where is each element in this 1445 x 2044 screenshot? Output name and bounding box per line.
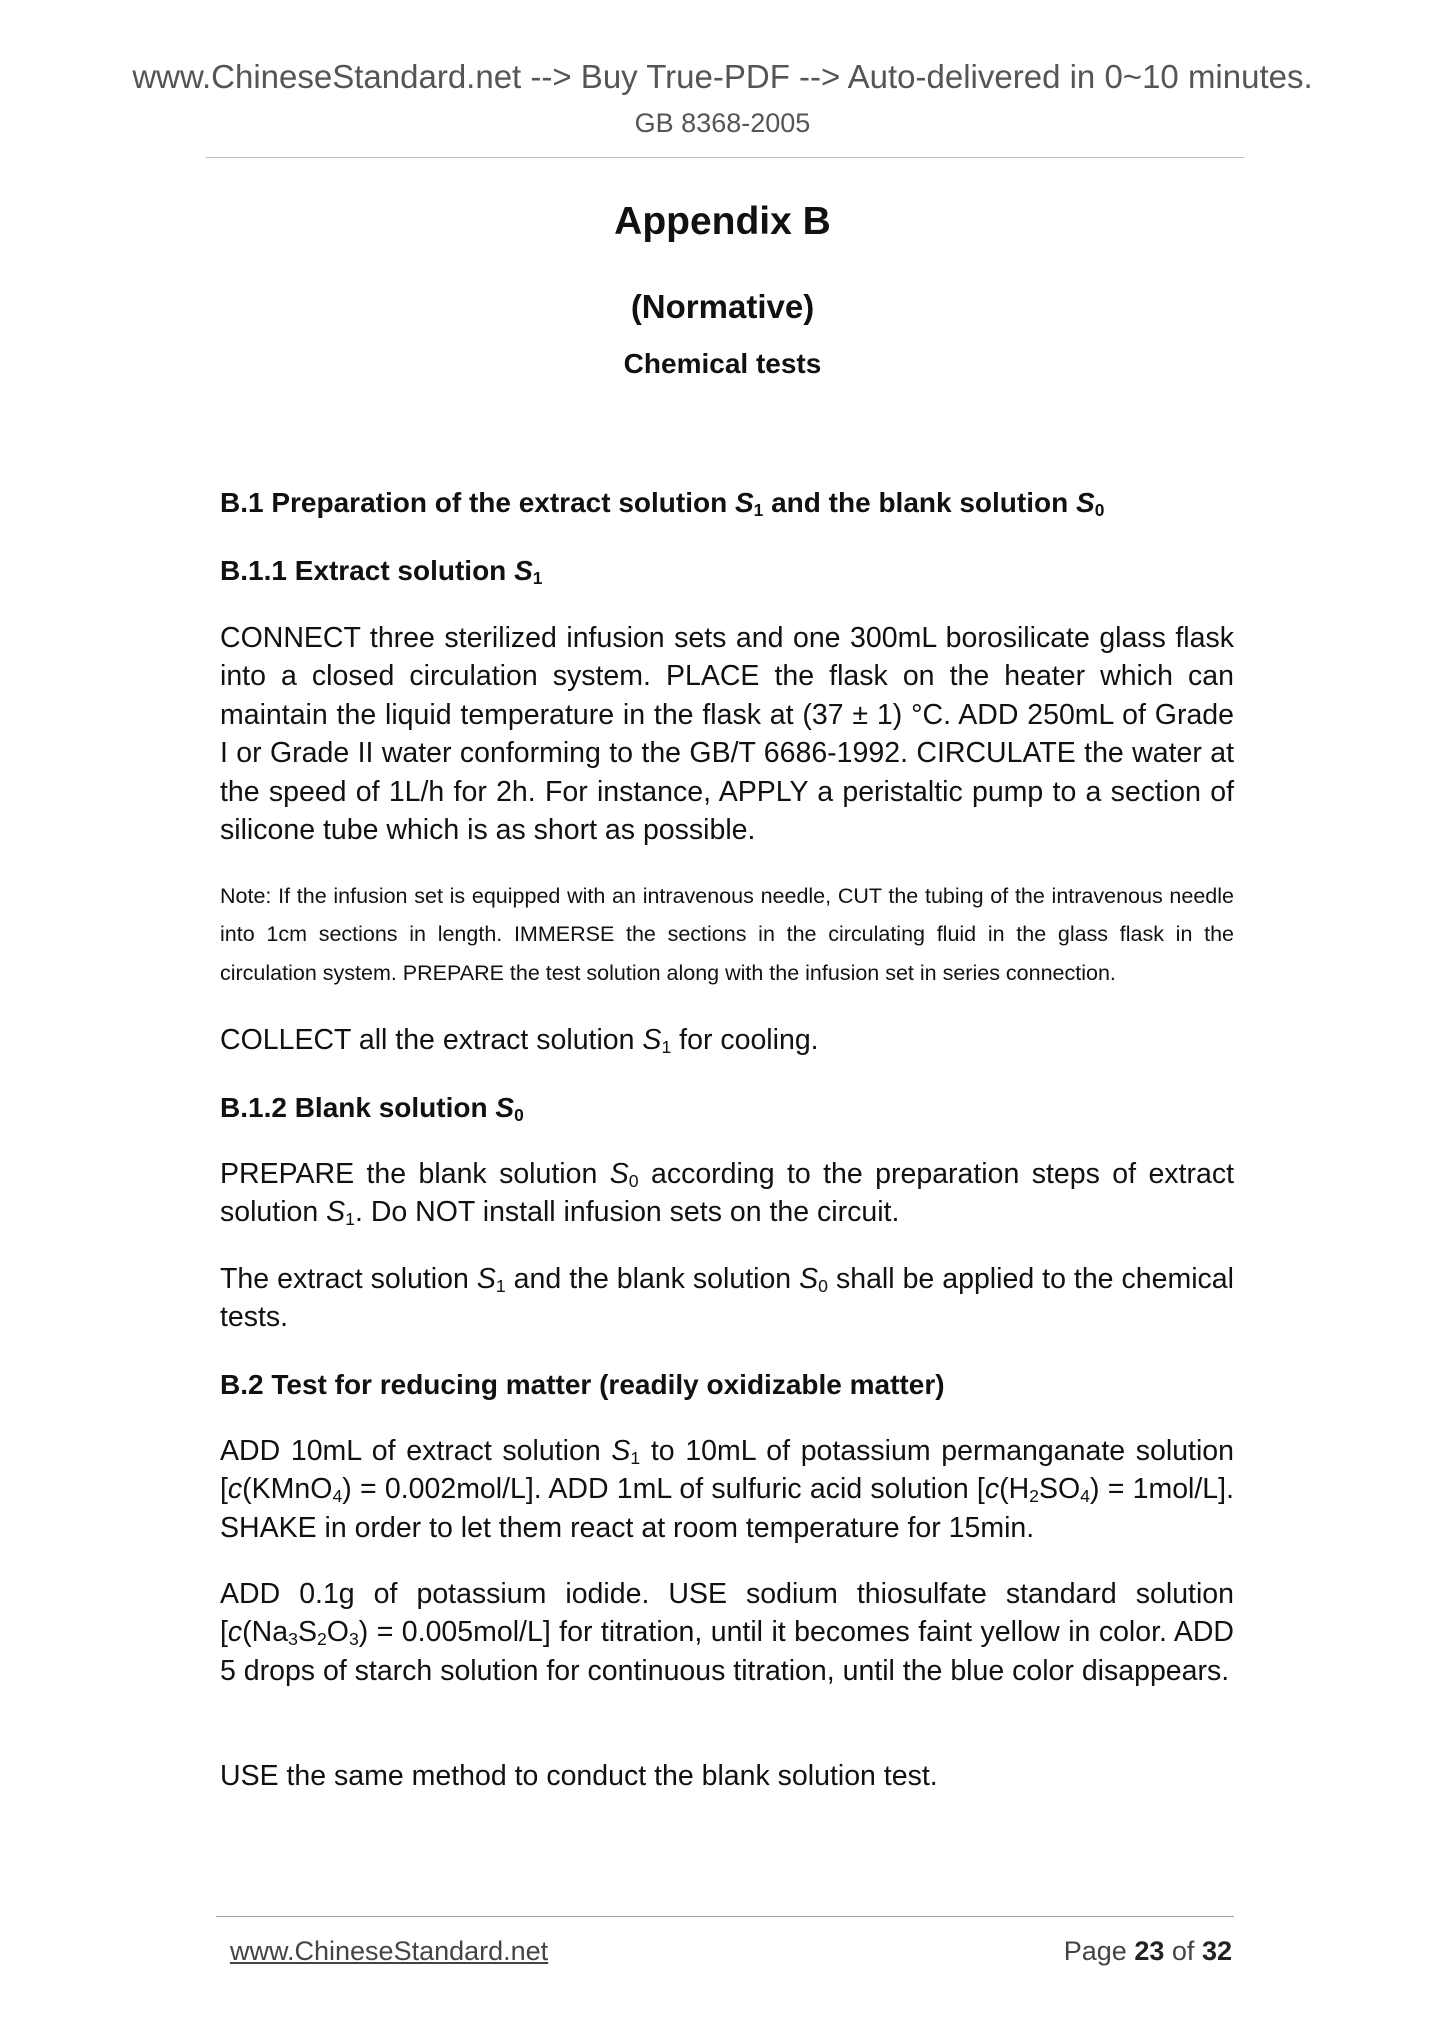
heading-b12: B.1.2 Blank solution $S_0$ <box>220 1092 524 1125</box>
page-number: Page 23 of 32 <box>1063 1936 1232 1966</box>
b2-paragraph-3: USE the same method to conduct the blank solution test. <box>220 1760 938 1792</box>
b12-prep-paragraph: PREPARE the blank solution $S_0$ according to the preparation steps of extract solution $S_1$. Do NOT install infusion sets on the circuit. <box>220 1158 1234 1230</box>
collect-block <box>220 1021 1234 1059</box>
b12-prep-block <box>220 1155 1234 1232</box>
collect-paragraph: COLLECT all the extract solution $S_1$ for cooling. <box>220 1024 819 1057</box>
b2-paragraph-1: ADD 10mL of extract solution $S_1$ to 10mL of potassium permanganate solution [c(KMnO$_4$) = 0.002mol/L]. ADD 1mL of sulfuric acid solution $[c(H_2SO_4) = 1mol/L]$. SHAKE in order to let them react at room temperature for 15min. <box>220 1435 1234 1544</box>
b2-para2-block <box>220 1575 1234 1690</box>
b2-para1-block <box>220 1432 1234 1547</box>
section-b2 <box>220 1366 1234 1404</box>
heading-b1: B.1 Preparation of the extract solution $S_1$ and the blank solution $S_0$ <box>220 487 1105 520</box>
b11-paragraph: CONNECT three sterilized infusion sets and one 300mL borosilicate glass flask into a closed circulation system. PLACE the flask on the heater which can maintain the liquid temperature in the flask at (37 ± 1) °C. ADD 250mL of Grade I or Grade II water conforming to the GB/T 6686-1992. CIRCULATE the water at the speed of 1L/h for 2h. For instance, APPLY a peristaltic pump to a section of silicone tube which is as short as possible. <box>220 622 1234 847</box>
b12-apply-paragraph: The extract solution $S_1$ and the blank solution $S_0$ shall be applied to the chemical tests. <box>220 1263 1234 1334</box>
section-b11 <box>220 552 1234 590</box>
heading-b11: B.1.1 Extract solution $S_1$ <box>220 555 543 588</box>
note-text: Note: If the infusion set is equipped with an intravenous needle, CUT the tubing of the intravenous needle into 1cm sections in length. IMMERSE the sections in the circulating fluid in the glass flask in the circulation system. PREPARE the test solution along with the infusion set in series connection. <box>220 884 1234 985</box>
appendix-title: Appendix B <box>614 200 831 243</box>
note-block <box>220 877 1234 992</box>
b2-para3-block <box>220 1757 1234 1795</box>
b11-paragraph-block <box>220 619 1234 849</box>
header-banner: www.ChineseStandard.net --> Buy True-PDF --> Auto-delivered in 0~10 minutes. <box>132 58 1313 95</box>
standard-code: GB 8368-2005 <box>634 108 811 138</box>
appendix-subject: Chemical tests <box>623 348 822 379</box>
footer-site-link[interactable]: www.ChineseStandard.net <box>230 1936 549 1966</box>
b2-paragraph-2: ADD 0.1g of potassium iodide. USE sodium thiosulfate standard solution $[c(Na_3S_2O_3) = 0.005mol/L]$ for titration, until it becomes faint yellow in color. ADD 5 drops of starch solution for continuous titration, until the blue color disappears. <box>220 1578 1234 1687</box>
b12-apply-block <box>220 1260 1234 1337</box>
normative-label: (Normative) <box>630 288 815 325</box>
header-divider <box>206 157 1244 158</box>
section-b12 <box>220 1089 1234 1127</box>
heading-b2: B.2 Test for reducing matter (readily oxidizable matter) <box>220 1369 945 1400</box>
footer-divider <box>216 1916 1234 1917</box>
section-b1 <box>220 484 1234 522</box>
